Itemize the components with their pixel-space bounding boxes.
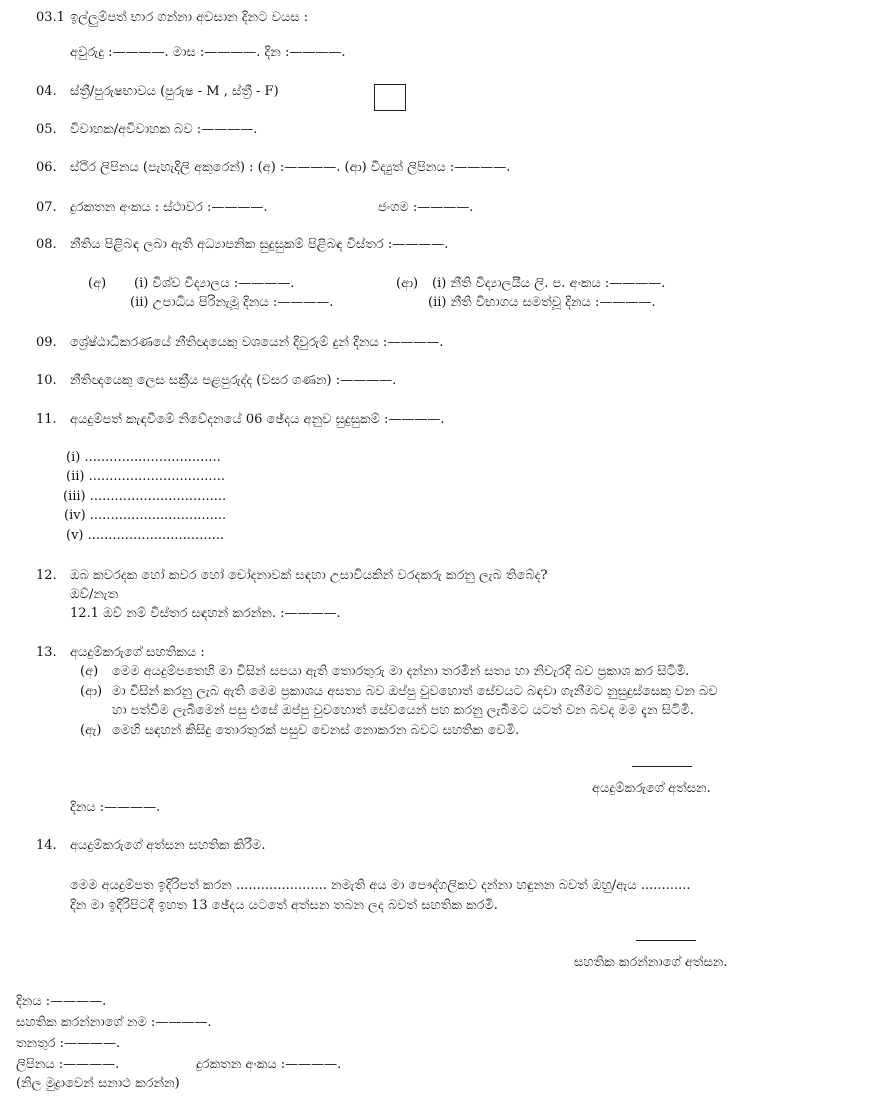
applicant-signature-line[interactable]: [632, 766, 692, 767]
item-number-06: 06.: [36, 160, 57, 175]
certificate-clause-b-line2: හා පත්වීම ලැබීමෙන් පසු එසේ ඔප්පු වුවහොත් සේවයෙන් පහ කරනු ලැබීමට යටත් වන බවද මම දැන සිටිමි.: [112, 703, 694, 718]
landline-field[interactable]: දුරකතන අංකය : ස්ථාවර :————.: [70, 200, 268, 215]
age-label: ඉල්ලුම්පත් භාර ගන්නා අවසාන දිනට වයස :: [70, 10, 309, 25]
item-number-13: 13.: [36, 645, 57, 660]
experience-field[interactable]: නීතිඥයෙකු ලෙස සක්‍රීය පළපුරුද්ද (වසර ගණන) :————.: [70, 373, 397, 388]
qualification-line[interactable]: (iii) .................................: [63, 489, 227, 504]
item-13-c-mark: (ඇ): [80, 723, 102, 738]
item-number-04: 04.: [36, 84, 57, 99]
qualification-line[interactable]: (iv) .................................: [64, 508, 227, 523]
item-number-10: 10.: [36, 373, 57, 388]
law-exam-date-field[interactable]: (ii) නීති විභාගය සමත්වූ දිනය :————.: [428, 295, 656, 310]
age-fields[interactable]: අවුරුදු :————. මාස :————. දින :————.: [70, 45, 346, 60]
item-13-a-mark: (අ): [80, 664, 99, 679]
certificate-clause-c: මෙහි සඳහන් කිසිදු තොරතුරක් පසුව වෙනස් නොකරන බවට සහතික වෙමි.: [112, 723, 520, 738]
gender-label: ස්ත්‍රී/පුරුෂභාවය (පුරුෂ - M , ස්ත්‍රී - F): [70, 84, 279, 99]
certifier-signature-label: සහතික කරන්නාගේ අත්සන.: [574, 955, 728, 970]
item-08-a-mark: (අ): [88, 276, 107, 291]
item-number-12: 12.: [36, 568, 57, 583]
official-seal-note: (නිල මුද්‍රාවෙන් සනාථ කරන්න): [16, 1076, 180, 1091]
applicant-signature-label: අයදුම්කරුගේ අත්සන.: [592, 781, 711, 796]
oath-date-field[interactable]: ශ්‍රේෂ්ඨාධිකරණයේ නීතිඥයෙකු වශයෙන් දිවුරුම් දුන් දිනය :————.: [70, 335, 444, 350]
law-college-number-field[interactable]: (i) නීති විද්‍යාලයීය ලි. ප. අංකය :————.: [432, 276, 666, 291]
qualification-line[interactable]: (i) .................................: [66, 450, 221, 465]
degree-date-field[interactable]: (ii) උපාධිය පිරිනැමූ දිනය :————.: [130, 295, 334, 310]
conviction-question: ඔබ කවරදක හෝ කවර හෝ චෝදනාවක් සඳහා උසාවියකින් වරදකරු කරනු ලැබ තිබේද?: [70, 568, 548, 583]
certifier-address-field[interactable]: ලිපිනය :————.: [16, 1057, 120, 1072]
qualification-line[interactable]: (ii) .................................: [66, 469, 225, 484]
certifier-phone-field[interactable]: දුරකතන අංකය :————.: [196, 1057, 342, 1072]
qualifications-label: අයදුම්පත් කැඳවීමේ නිවේදනයේ 06 ඡේදය අනුව සුදුසුකම් :————.: [70, 412, 445, 427]
certifier-date-field[interactable]: දිනය :————.: [16, 994, 107, 1009]
certifier-position-field[interactable]: තනතුර :————.: [16, 1036, 121, 1051]
signature-attestation-label: අයදුම්කරුගේ අත්සන සහතික කිරීම.: [70, 838, 266, 853]
conviction-details-field[interactable]: 12.1 ඔව් නම් විස්තර සඳහන් කරන්න. :————.: [70, 606, 341, 621]
legal-education-label: නීතිය පිළිබඳ ලබා ඇති අධ්‍යාපනික සුදුසුකම් පිළිබඳ විස්තර :————.: [70, 237, 449, 252]
item-number-14: 14.: [36, 838, 57, 853]
item-number-03-1: 03.1: [36, 10, 65, 25]
item-number-07: 07.: [36, 200, 57, 215]
qualification-line[interactable]: (v) .................................: [66, 528, 224, 543]
item-number-08: 08.: [36, 237, 57, 252]
conviction-answer[interactable]: ඔව්/නැත: [70, 587, 119, 602]
attestation-text-line1[interactable]: මෙම අයදුම්පත ඉදිරිපත් කරන ...................... නමැති අය මා පෞද්ගලිකව දන්නා හඳුනන බවත් ඔහු/ඇය ............: [70, 878, 691, 893]
item-number-09: 09.: [36, 335, 57, 350]
gender-box[interactable]: [374, 84, 406, 111]
university-field[interactable]: (i) විශ්ව විද්‍යාලය :————.: [134, 276, 295, 291]
item-08-b-mark: (ආ): [396, 276, 419, 291]
item-number-05: 05.: [36, 122, 57, 137]
marital-status-field[interactable]: විවාහක/අවිවාහක බව :————.: [70, 122, 258, 137]
certifier-signature-line[interactable]: [636, 940, 696, 941]
certificate-clause-b-line1: මා විසින් කරනු ලැබ ඇති මෙම ප්‍රකාශය අසත්‍ය බව ඔප්පු වුවහොත් සේවයට බඳවා ගැනීමට නුසුදුස්සෙකු වන බව: [112, 684, 718, 699]
certificate-clause-a: මෙම අයදුම්පතෙහි මා විසින් සපයා ඇති තොරතුරු මා දන්නා තරමින් සත්‍ය හා නිවැරදි බව ප්‍රකාශ කර සිටිමි.: [112, 664, 690, 679]
mobile-field[interactable]: ජංගම :————.: [378, 200, 474, 215]
applicant-date-field[interactable]: දිනය :————.: [70, 800, 161, 815]
attestation-text-line2: දින මා ඉදිරිපිටදී ඉහත 13 ඡේදය යටතේ අත්සන තබන ලද බවත් සහතික කරමි.: [70, 898, 498, 913]
applicant-certificate-label: අයදුම්කරුගේ සහතිකය :: [70, 645, 205, 660]
item-number-11: 11.: [36, 412, 57, 427]
certifier-name-field[interactable]: සහතික කරන්නාගේ නම :————.: [16, 1015, 212, 1030]
address-field[interactable]: ස්ථිර ලිපිනය (පැහැදිලි අකුරෙන්) : (අ) :————. (ආ) විද්‍යුත් ලිපිනය :————.: [70, 160, 511, 175]
item-13-b-mark: (ආ): [80, 684, 103, 699]
